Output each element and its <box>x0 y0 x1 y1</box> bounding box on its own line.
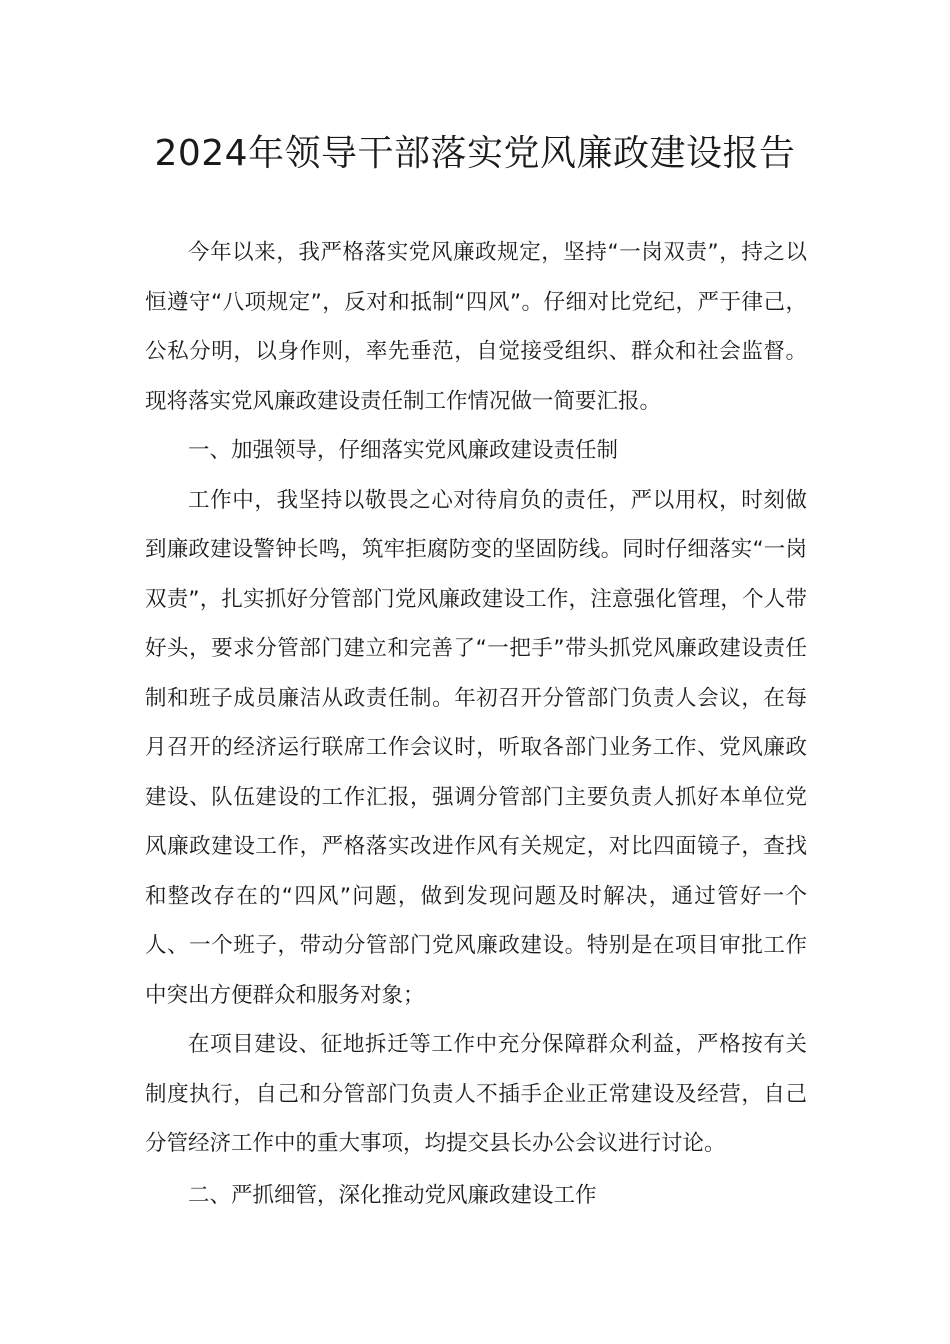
intro-paragraph: 今年以来，我严格落实党风廉政规定，坚持“一岗双责”，持之以恒遵守“八项规定”，反对和抵制“四风”。仔细对比党纪，严于律己，公私分明，以身作则，率先垂范，自觉接受组织、群众和社会监督。现将落实党风廉政建设责任制工作情况做一简要汇报。 <box>145 240 807 414</box>
section-heading-2: 二、严抓细管，深化推动党风廉政建设工作 <box>188 1182 597 1208</box>
section-1-paragraph-1: 工作中，我坚持以敬畏之心对待肩负的责任，严以用权，时刻做到廉政建设警钟长鸣，筑牢拒腐防变的坚固防线。同时仔细落实“一岗双责”，扎实抓好分管部门党风廉政建设工作，注意强化管理，个人带好头，要求分管部门建立和完善了“一把手”带头抓党风廉政建设责任制和班子成员廉洁从政责任制。年初召开分管部门负责人会议，在每月召开的经济运行联席工作会议时，听取各部门业务工作、党风廉政建设、队伍建设的工作汇报，强调分管部门主要负责人抓好本单位党风廉政建设工作，严格落实改进作风有关规定，对比四面镜子，查找和整改存在的“四风”问题，做到发现问题及时解决，通过管好一个人、一个班子，带动分管部门党风廉政建设。特别是在项目审批工作中突出方便群众和服务对象； <box>145 487 807 1008</box>
section-1-paragraph-2: 在项目建设、征地拆迁等工作中充分保障群众利益，严格按有关制度执行，自己和分管部门负责人不插手企业正常建设及经营，自己分管经济工作中的重大事项，均提交县长办公会议进行讨论。 <box>145 1032 807 1156</box>
document-title: 2024年领导干部落实党风廉政建设报告 <box>154 133 796 174</box>
document-body <box>145 228 807 1220</box>
section-heading-1: 一、加强领导，仔细落实党风廉政建设责任制 <box>188 438 619 463</box>
